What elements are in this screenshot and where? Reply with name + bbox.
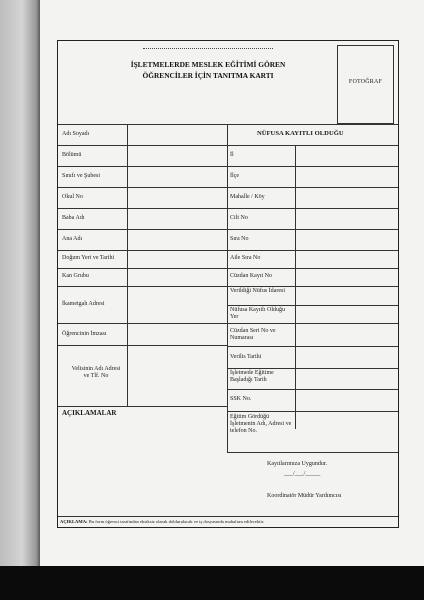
left-row-line [58,250,227,251]
registry-heading: NÜFUSA KAYITLI OLDUĞU [257,130,344,137]
field-label: Okul No [62,194,83,200]
field-label: SSK No. [230,396,252,402]
right-row-line [227,368,398,369]
field-label: Eğitim Gördüğü İşletmenin Adı, Adresi ve telefon No. [230,414,292,434]
field-label: İlçe [230,173,239,179]
left-row-line [58,208,227,209]
field-label: Verildiği Nüfus İdaresi [230,288,285,294]
field-label: İkametgah Adresi [62,301,105,307]
field-label: Verilis Tarihi [230,354,262,360]
right-row-line [227,389,398,390]
field-label: Cüzdan Kayıt No [230,273,272,279]
right-row-line [227,286,398,287]
field-label: İl [230,152,234,158]
field-label: İşletmede Eğitime Başladığı Tarih [230,370,274,383]
form-title-line1: İŞLETMELERDE MESLEK EĞİTİMİ GÖREN [130,60,286,69]
right-row-line [227,208,398,209]
header-divider [58,124,398,125]
field-label: Mahalle / Köy [230,194,265,200]
field-label: Sınıfı ve Şubesi [62,173,101,179]
left-row-line [58,286,227,287]
field-label: Bölümü [62,152,82,158]
right-row-line [227,229,398,230]
field-label: Aile Sıra No [230,255,261,261]
right-row-line [227,250,398,251]
left-row-line [58,406,227,407]
left-row-line [58,229,227,230]
right-row-line [227,323,398,324]
form-title-line2: ÖĞRENCİLER İÇİN TANITMA KARTI [142,71,274,80]
approval-text: Kayıtlarımıza Uygundur. [267,461,327,467]
footnote-text: Bu form öğrenci tarafından eksiksiz olarak doldurulacak ve iş dosyasında muhafaza edilecektir. [88,519,265,524]
field-label: Velisinin Adı Adresi ve Tlf. No [71,366,121,379]
field-label: Doğum Yeri ve Tarihi [62,255,115,261]
book-spine-shadow [0,0,40,568]
title-dotted-line [143,48,273,49]
footnote-label: AÇIKLAMA: [60,519,88,524]
photo-label: FOTOĞRAF [348,79,383,85]
right-row-line [227,268,398,269]
left-row-line [58,187,227,188]
right-row-line [227,346,398,347]
right-row-line [227,305,398,306]
left-row-line [58,345,227,346]
field-label: Ana Adı [62,236,83,242]
field-label: Sıra No [230,236,249,242]
left-row-line [58,323,227,324]
right-row-line [227,166,398,167]
field-label: Nüfusa Kayıtlı Olduğu Yer [230,307,285,320]
registration-form [57,40,399,528]
footnote [60,519,264,524]
center-divider [227,124,228,452]
field-label: Öğrencinin İmzası [62,331,107,337]
photo-box [337,45,394,124]
field-label: Kan Grubu [62,273,89,279]
field-label: Cüzdan Seri No ve Numarası [230,328,276,341]
left-row-line [58,145,227,146]
left-row-line [58,166,227,167]
bottom-dark-band [0,566,424,600]
approval-date: ___/___/_____ [284,471,321,477]
right-row-line [227,145,398,146]
right-row-line [227,187,398,188]
field-label: Baba Adı [62,215,85,221]
field-label: Adı Soyadı [62,131,90,137]
left-row-line [58,268,227,269]
right-row-line [227,411,398,412]
approval-signer: Koordinatör Müdür Yardımcısı [267,493,342,499]
right-row-line [227,452,398,453]
remarks-heading: AÇIKLAMALAR [62,409,117,417]
footnote-divider [58,516,398,517]
field-label: Cilt No [230,215,248,221]
